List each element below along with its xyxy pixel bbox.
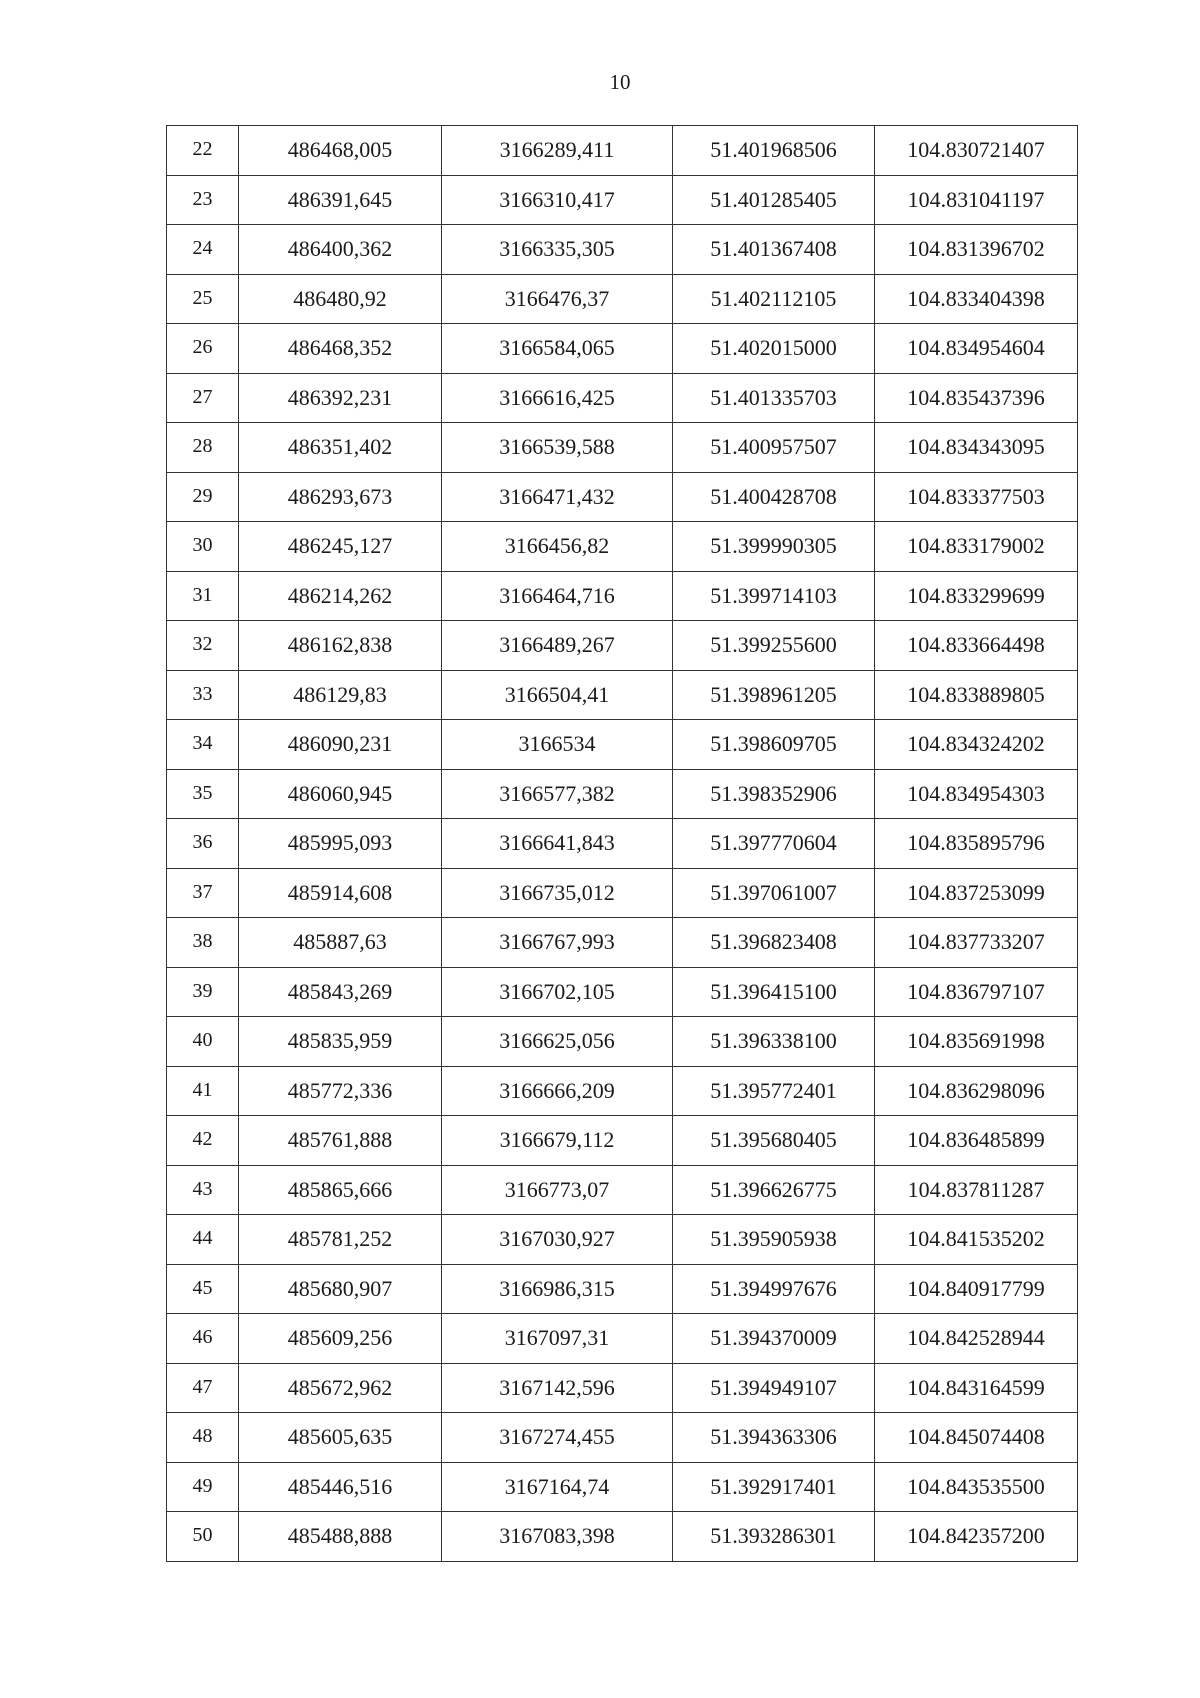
x-coordinate-cell: 485672,962: [239, 1363, 442, 1413]
y-coordinate-cell: 3167083,398: [442, 1512, 673, 1562]
table-row: [167, 769, 1078, 819]
longitude-cell: 104.837253099: [875, 868, 1078, 918]
y-coordinate-cell: 3166641,843: [442, 819, 673, 869]
point-number-cell: 49: [167, 1462, 239, 1512]
table-row: [167, 423, 1078, 473]
point-number-cell: 41: [167, 1066, 239, 1116]
point-number-cell: 34: [167, 720, 239, 770]
table-row: [167, 868, 1078, 918]
latitude-cell: 51.399255600: [673, 621, 875, 671]
latitude-cell: 51.399714103: [673, 571, 875, 621]
y-coordinate-cell: 3166534: [442, 720, 673, 770]
latitude-cell: 51.402112105: [673, 274, 875, 324]
point-number-cell: 39: [167, 967, 239, 1017]
latitude-cell: 51.396626775: [673, 1165, 875, 1215]
y-coordinate-cell: 3166456,82: [442, 522, 673, 572]
point-number-cell: 28: [167, 423, 239, 473]
longitude-cell: 104.841535202: [875, 1215, 1078, 1265]
latitude-cell: 51.401335703: [673, 373, 875, 423]
longitude-cell: 104.831041197: [875, 175, 1078, 225]
x-coordinate-cell: 485488,888: [239, 1512, 442, 1562]
x-coordinate-cell: 486480,92: [239, 274, 442, 324]
point-number-cell: 42: [167, 1116, 239, 1166]
point-number-cell: 36: [167, 819, 239, 869]
point-number-cell: 32: [167, 621, 239, 671]
x-coordinate-cell: 485609,256: [239, 1314, 442, 1364]
table-row: [167, 373, 1078, 423]
latitude-cell: 51.395905938: [673, 1215, 875, 1265]
point-number-cell: 29: [167, 472, 239, 522]
y-coordinate-cell: 3166476,37: [442, 274, 673, 324]
coordinates-table-body: [167, 126, 1078, 1562]
y-coordinate-cell: 3166679,112: [442, 1116, 673, 1166]
point-number-cell: 40: [167, 1017, 239, 1067]
point-number-cell: 46: [167, 1314, 239, 1364]
longitude-cell: 104.834954604: [875, 324, 1078, 374]
y-coordinate-cell: 3167142,596: [442, 1363, 673, 1413]
y-coordinate-cell: 3166702,105: [442, 967, 673, 1017]
y-coordinate-cell: 3166504,41: [442, 670, 673, 720]
point-number-cell: 50: [167, 1512, 239, 1562]
table-row: [167, 1413, 1078, 1463]
table-row: [167, 1165, 1078, 1215]
latitude-cell: 51.395772401: [673, 1066, 875, 1116]
x-coordinate-cell: 486351,402: [239, 423, 442, 473]
y-coordinate-cell: 3166335,305: [442, 225, 673, 275]
table-row: [167, 571, 1078, 621]
latitude-cell: 51.399990305: [673, 522, 875, 572]
x-coordinate-cell: 486400,362: [239, 225, 442, 275]
latitude-cell: 51.398961205: [673, 670, 875, 720]
latitude-cell: 51.392917401: [673, 1462, 875, 1512]
x-coordinate-cell: 486129,83: [239, 670, 442, 720]
y-coordinate-cell: 3166489,267: [442, 621, 673, 671]
y-coordinate-cell: 3167274,455: [442, 1413, 673, 1463]
latitude-cell: 51.394363306: [673, 1413, 875, 1463]
table-row: [167, 1264, 1078, 1314]
point-number-cell: 43: [167, 1165, 239, 1215]
point-number-cell: 35: [167, 769, 239, 819]
table-row: [167, 324, 1078, 374]
longitude-cell: 104.834324202: [875, 720, 1078, 770]
latitude-cell: 51.398609705: [673, 720, 875, 770]
x-coordinate-cell: 486090,231: [239, 720, 442, 770]
point-number-cell: 33: [167, 670, 239, 720]
table-row: [167, 225, 1078, 275]
y-coordinate-cell: 3166310,417: [442, 175, 673, 225]
point-number-cell: 24: [167, 225, 239, 275]
longitude-cell: 104.830721407: [875, 126, 1078, 176]
table-row: [167, 1017, 1078, 1067]
x-coordinate-cell: 485446,516: [239, 1462, 442, 1512]
y-coordinate-cell: 3166625,056: [442, 1017, 673, 1067]
table-row: [167, 1215, 1078, 1265]
x-coordinate-cell: 486468,005: [239, 126, 442, 176]
table-row: [167, 621, 1078, 671]
latitude-cell: 51.401968506: [673, 126, 875, 176]
longitude-cell: 104.833404398: [875, 274, 1078, 324]
table-row: [167, 274, 1078, 324]
point-number-cell: 30: [167, 522, 239, 572]
longitude-cell: 104.833664498: [875, 621, 1078, 671]
longitude-cell: 104.834954303: [875, 769, 1078, 819]
table-row: [167, 720, 1078, 770]
y-coordinate-cell: 3167097,31: [442, 1314, 673, 1364]
y-coordinate-cell: 3166666,209: [442, 1066, 673, 1116]
table-row: [167, 522, 1078, 572]
latitude-cell: 51.400957507: [673, 423, 875, 473]
y-coordinate-cell: 3166773,07: [442, 1165, 673, 1215]
x-coordinate-cell: 485887,63: [239, 918, 442, 968]
longitude-cell: 104.834343095: [875, 423, 1078, 473]
table-row: [167, 1462, 1078, 1512]
latitude-cell: 51.400428708: [673, 472, 875, 522]
longitude-cell: 104.835691998: [875, 1017, 1078, 1067]
table-row: [167, 819, 1078, 869]
table-row: [167, 967, 1078, 1017]
x-coordinate-cell: 485835,959: [239, 1017, 442, 1067]
table-row: [167, 1066, 1078, 1116]
longitude-cell: 104.833179002: [875, 522, 1078, 572]
longitude-cell: 104.845074408: [875, 1413, 1078, 1463]
longitude-cell: 104.833377503: [875, 472, 1078, 522]
y-coordinate-cell: 3166986,315: [442, 1264, 673, 1314]
x-coordinate-cell: 485843,269: [239, 967, 442, 1017]
x-coordinate-cell: 486060,945: [239, 769, 442, 819]
longitude-cell: 104.836797107: [875, 967, 1078, 1017]
latitude-cell: 51.401367408: [673, 225, 875, 275]
point-number-cell: 37: [167, 868, 239, 918]
longitude-cell: 104.837733207: [875, 918, 1078, 968]
table-row: [167, 1116, 1078, 1166]
table-row: [167, 1314, 1078, 1364]
longitude-cell: 104.836485899: [875, 1116, 1078, 1166]
x-coordinate-cell: 485781,252: [239, 1215, 442, 1265]
x-coordinate-cell: 486162,838: [239, 621, 442, 671]
latitude-cell: 51.401285405: [673, 175, 875, 225]
latitude-cell: 51.396823408: [673, 918, 875, 968]
x-coordinate-cell: 485865,666: [239, 1165, 442, 1215]
longitude-cell: 104.833889805: [875, 670, 1078, 720]
y-coordinate-cell: 3166616,425: [442, 373, 673, 423]
longitude-cell: 104.835895796: [875, 819, 1078, 869]
latitude-cell: 51.393286301: [673, 1512, 875, 1562]
point-number-cell: 22: [167, 126, 239, 176]
y-coordinate-cell: 3166577,382: [442, 769, 673, 819]
y-coordinate-cell: 3167030,927: [442, 1215, 673, 1265]
longitude-cell: 104.843535500: [875, 1462, 1078, 1512]
latitude-cell: 51.402015000: [673, 324, 875, 374]
table-row: [167, 918, 1078, 968]
point-number-cell: 38: [167, 918, 239, 968]
x-coordinate-cell: 486293,673: [239, 472, 442, 522]
table-row: [167, 670, 1078, 720]
point-number-cell: 48: [167, 1413, 239, 1463]
table-row: [167, 175, 1078, 225]
x-coordinate-cell: 485761,888: [239, 1116, 442, 1166]
longitude-cell: 104.837811287: [875, 1165, 1078, 1215]
latitude-cell: 51.394997676: [673, 1264, 875, 1314]
x-coordinate-cell: 485605,635: [239, 1413, 442, 1463]
y-coordinate-cell: 3166735,012: [442, 868, 673, 918]
point-number-cell: 25: [167, 274, 239, 324]
latitude-cell: 51.397061007: [673, 868, 875, 918]
longitude-cell: 104.835437396: [875, 373, 1078, 423]
point-number-cell: 23: [167, 175, 239, 225]
y-coordinate-cell: 3167164,74: [442, 1462, 673, 1512]
y-coordinate-cell: 3166289,411: [442, 126, 673, 176]
x-coordinate-cell: 485914,608: [239, 868, 442, 918]
x-coordinate-cell: 486245,127: [239, 522, 442, 572]
y-coordinate-cell: 3166584,065: [442, 324, 673, 374]
y-coordinate-cell: 3166471,432: [442, 472, 673, 522]
x-coordinate-cell: 486214,262: [239, 571, 442, 621]
latitude-cell: 51.394949107: [673, 1363, 875, 1413]
latitude-cell: 51.394370009: [673, 1314, 875, 1364]
longitude-cell: 104.843164599: [875, 1363, 1078, 1413]
table-row: [167, 126, 1078, 176]
x-coordinate-cell: 485680,907: [239, 1264, 442, 1314]
coordinates-table: [166, 125, 1078, 1562]
table-row: [167, 472, 1078, 522]
point-number-cell: 27: [167, 373, 239, 423]
x-coordinate-cell: 485995,093: [239, 819, 442, 869]
longitude-cell: 104.840917799: [875, 1264, 1078, 1314]
x-coordinate-cell: 486391,645: [239, 175, 442, 225]
latitude-cell: 51.398352906: [673, 769, 875, 819]
point-number-cell: 26: [167, 324, 239, 374]
point-number-cell: 31: [167, 571, 239, 621]
table-row: [167, 1512, 1078, 1562]
x-coordinate-cell: 486468,352: [239, 324, 442, 374]
point-number-cell: 44: [167, 1215, 239, 1265]
point-number-cell: 47: [167, 1363, 239, 1413]
x-coordinate-cell: 486392,231: [239, 373, 442, 423]
latitude-cell: 51.397770604: [673, 819, 875, 869]
longitude-cell: 104.842528944: [875, 1314, 1078, 1364]
y-coordinate-cell: 3166464,716: [442, 571, 673, 621]
latitude-cell: 51.395680405: [673, 1116, 875, 1166]
latitude-cell: 51.396415100: [673, 967, 875, 1017]
y-coordinate-cell: 3166767,993: [442, 918, 673, 968]
longitude-cell: 104.842357200: [875, 1512, 1078, 1562]
point-number-cell: 45: [167, 1264, 239, 1314]
longitude-cell: 104.836298096: [875, 1066, 1078, 1116]
longitude-cell: 104.831396702: [875, 225, 1078, 275]
x-coordinate-cell: 485772,336: [239, 1066, 442, 1116]
y-coordinate-cell: 3166539,588: [442, 423, 673, 473]
longitude-cell: 104.833299699: [875, 571, 1078, 621]
page-number: 10: [609, 70, 631, 94]
table-row: [167, 1363, 1078, 1413]
latitude-cell: 51.396338100: [673, 1017, 875, 1067]
